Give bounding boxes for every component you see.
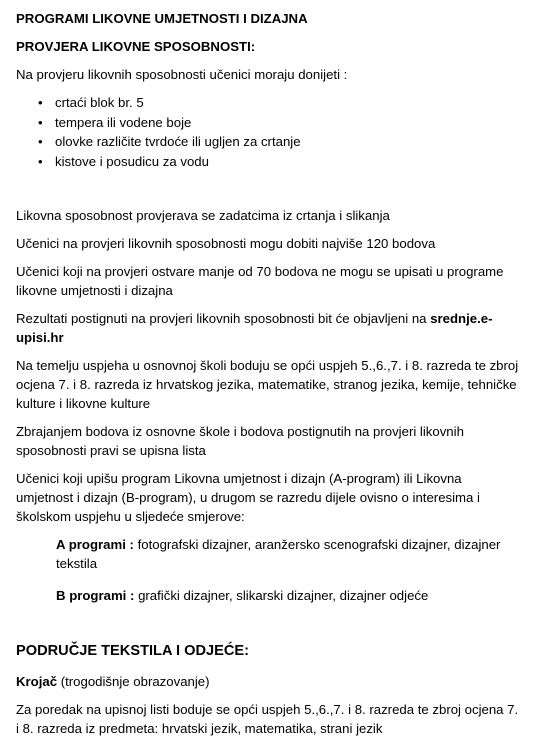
bullet-icon: • [38,134,43,149]
results-link[interactable]: srednje.e-upisi.hr [16,311,493,345]
results-text: Rezultati postignuti na provjeri likovnih sposobnosti bit će objavljeni na [16,311,431,326]
section-subtitle: PROVJERA LIKOVNE SPOSOBNOSTI: [16,39,256,54]
list-item-text: crtaći blok br. 5 [55,95,144,110]
paragraph-scoring: Na temelju uspjeha u osnovnoj školi boduju se opći uspjeh 5.,6.,7. i 8. razreda te zbroj ocjena 7. i 8. razreda iz hrvatskog jezika, matematike, stranog jezika, kemije, tehničke kulture i likovne kulture [16,358,519,411]
paragraph-directions: Učenici koji upišu program Likovna umjetnost i dizajn (A-program) ili Likovna umjetnost i dizajn (B-program), u drugom se razredu dijele ovisno o interesima i školskom uspjehu u sljedeće smjerove: [16,471,480,524]
krojac-label: Krojač [16,674,58,689]
program-a-line [56,535,522,573]
program-b-line [56,586,522,605]
program-b-text: grafički dizajner, slikarski dizajner, dizajner odjeće [134,588,429,603]
krojac-line [16,672,522,691]
list-item [38,93,522,113]
paragraph-results [16,309,522,347]
list-item-text: olovke različite tvrdoće ili ugljen za crtanje [55,134,301,149]
krojac-text: (trogodišnje obrazovanje) [57,674,210,689]
spacer [16,171,522,206]
section-textile-title: PODRUČJE TEKSTILA I ODJEĆE: [16,643,249,659]
supplies-list [16,93,522,171]
list-item-text: tempera ili vodene boje [55,114,192,130]
paragraph-assessment: Likovna sposobnost provjerava se zadatcima iz crtanja i slikanja [16,208,390,223]
paragraph-ranking: Za poredak na upisnoj listi boduje se opći uspjeh 5.,6.,7. i 8. razreda te zbroj ocjena 7. i 8. razreda iz predmeta: hrvatski jezik, matematika, strani jezik [16,702,519,736]
program-b-label: B programi : [56,588,135,603]
paragraph-max-points: Učenici na provjeri likovnih sposobnosti mogu dobiti najviše 120 bodova [16,236,436,251]
document-title: PROGRAMI LIKOVNE UMJETNOSTI I DIZAJNA [16,11,308,26]
spacer [16,618,522,642]
program-a-label: A programi : [56,537,134,552]
supplies-intro: Na provjeru likovnih sposobnosti učenici moraju donijeti : [16,67,348,82]
bullet-icon: • [38,153,43,169]
program-a-text: fotografski dizajner, aranžersko scenografski dizajner, dizajner tekstila [56,537,501,571]
bullet-icon: • [38,95,43,110]
paragraph-enrollment-list: Zbrajanjem bodova iz osnovne škole i bodova postignutih na provjeri likovnih sposobnosti pravi se upisna lista [16,424,464,458]
list-item [38,113,522,133]
bullet-icon: • [38,114,43,130]
list-item [38,152,522,172]
list-item-text: kistove i posudicu za vodu [55,153,209,169]
paragraph-min-points: Učenici koji na provjeri ostvare manje od 70 bodova ne mogu se upisati u programe likovne umjetnosti i dizajna [16,264,504,298]
list-item [38,132,522,152]
